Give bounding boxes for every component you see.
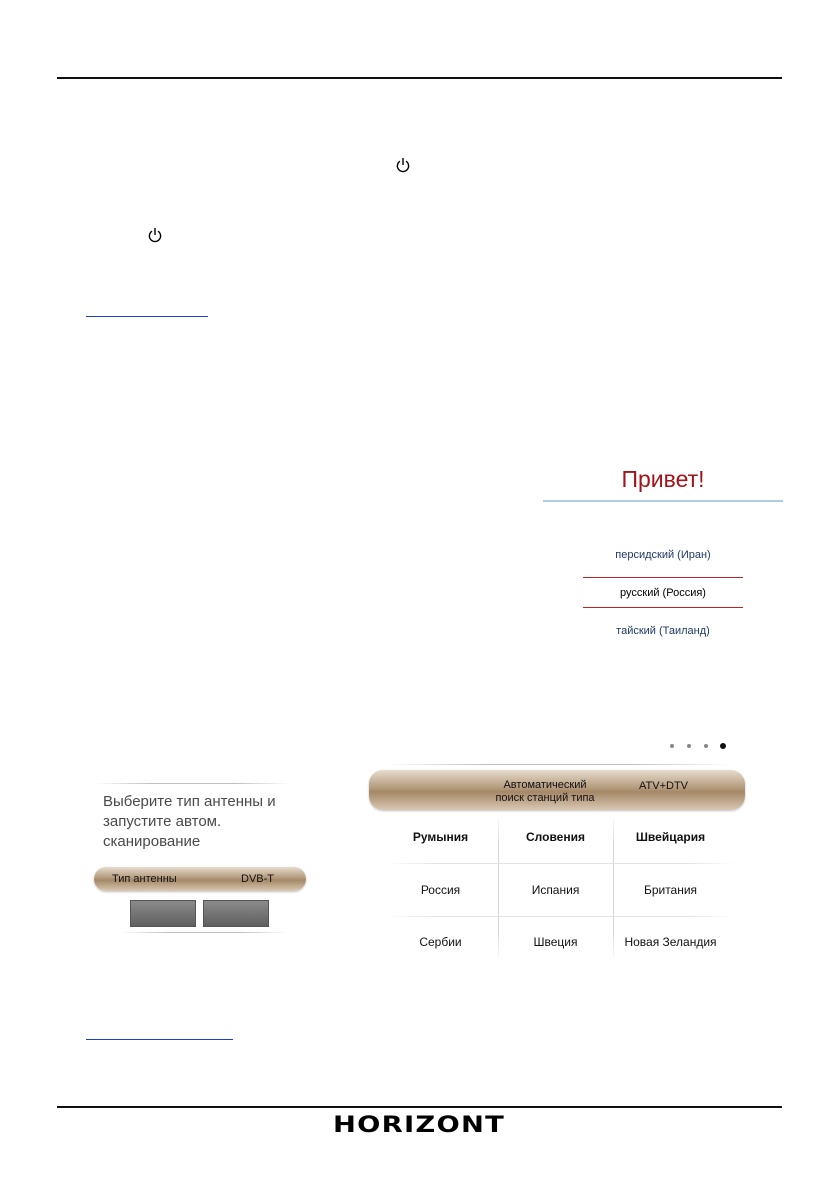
- country-cell[interactable]: Швеция: [533, 935, 578, 949]
- prompt-line: сканирование: [103, 833, 201, 850]
- link-underline[interactable]: [86, 316, 208, 317]
- page-dot[interactable]: [670, 744, 674, 748]
- language-option[interactable]: персидский (Иран): [615, 549, 711, 561]
- auto-scan-value: ATV+DTV: [639, 780, 689, 792]
- country-cell[interactable]: Швейцария: [635, 830, 706, 844]
- country-cell[interactable]: Новая Зеландия: [624, 935, 717, 949]
- prompt-line: Выберите тип антенны и: [103, 793, 276, 810]
- page-dot[interactable]: [687, 744, 691, 748]
- page-dot-active[interactable]: [720, 743, 726, 749]
- greeting-divider: [543, 500, 783, 502]
- brand-logo: [331, 1113, 507, 1135]
- power-icon: [148, 227, 162, 243]
- country-cell[interactable]: Словения: [526, 830, 585, 844]
- panel-divider: [95, 783, 291, 784]
- header-rule: [57, 77, 782, 79]
- selection-rule-bottom: [583, 607, 743, 608]
- country-cell[interactable]: Россия: [420, 883, 461, 897]
- grid-divider: [386, 916, 736, 917]
- grid-divider: [386, 863, 736, 864]
- language-option[interactable]: тайский (Таиланд): [616, 625, 710, 637]
- antenna-prompt: [103, 792, 313, 852]
- ok-button[interactable]: [130, 900, 196, 927]
- footer-rule: [57, 1106, 782, 1108]
- country-cell[interactable]: Сербии: [419, 935, 462, 949]
- power-icon: [396, 157, 410, 173]
- language-option-selected[interactable]: русский (Россия): [620, 587, 706, 599]
- page-dot[interactable]: [704, 744, 708, 748]
- welcome-greeting: Привет!: [621, 466, 705, 492]
- link-underline[interactable]: [86, 1039, 233, 1040]
- country-cell[interactable]: Испания: [531, 883, 580, 897]
- antenna-type-value: DVB-T: [241, 873, 274, 885]
- auto-scan-label-line: поиск станций типа: [495, 792, 595, 804]
- brand-name: HORIZONT: [333, 1113, 505, 1135]
- antenna-type-label: Тип антенны: [112, 873, 177, 885]
- panel-divider: [120, 932, 288, 933]
- selection-rule-top: [583, 577, 743, 578]
- prompt-line: запустите автом.: [103, 813, 222, 830]
- country-cell[interactable]: Британия: [643, 883, 698, 897]
- country-cell[interactable]: Румыния: [412, 830, 469, 844]
- cancel-button[interactable]: [203, 900, 269, 927]
- auto-scan-label-line: Автоматический: [503, 779, 587, 791]
- panel-divider: [386, 764, 731, 765]
- auto-scan-label: [470, 779, 620, 805]
